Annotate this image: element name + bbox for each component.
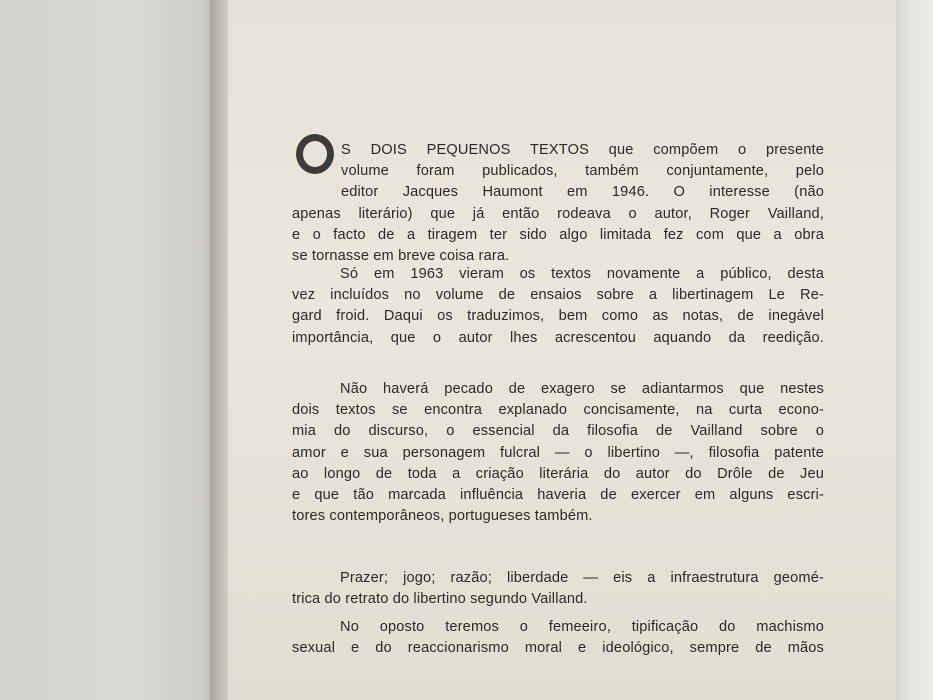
text-line: trica do retrato do libertino segundo Vailland. <box>292 591 588 608</box>
text-line: No oposto teremos o femeeiro, tipificação do machismo <box>340 619 824 635</box>
text-line: gard froid. Daqui os traduzimos, bem como as notas, de inegável <box>292 308 824 325</box>
text-line: tores contemporâneos, portugueses também. <box>292 508 593 525</box>
text-line: amor e sua personagem fulcral — o libertino —, filosofia patente <box>292 444 824 461</box>
text-line: apenas literário) que já então rodeava o autor, Roger Vailland, <box>292 205 824 222</box>
paragraph-2 <box>292 264 824 349</box>
paragraph-1 <box>292 140 824 267</box>
text-line: Só em 1963 vieram os textos novamente a público, desta <box>340 266 824 282</box>
text-line: S DOIS PEQUENOS TEXTOS que compõem o presente <box>341 142 824 158</box>
text-line: se tornasse em breve coisa rara. <box>292 248 510 265</box>
text-line: vez incluídos no volume de ensaios sobre a libertinagem Le Re- <box>292 287 824 304</box>
text-line: mia do discurso, o essencial da filosofia de Vailland sobre o <box>292 423 824 440</box>
text-line: sexual e do reaccionarismo moral e ideológico, sempre de mãos <box>292 640 824 657</box>
paragraph-4 <box>292 568 824 610</box>
paragraph-3 <box>292 379 824 527</box>
text-line: Prazer; jogo; razão; liberdade — eis a infraestrutura geomé- <box>340 570 824 586</box>
paragraph-5 <box>292 617 824 659</box>
text-line: importância, que o autor lhes acrescentou aquando da reedição. <box>292 329 824 346</box>
text-line: volume foram publicados, também conjuntamente, pelo <box>341 163 824 180</box>
text-line: e que tão marcada influência haveria de exercer em alguns escri- <box>292 487 824 504</box>
text-line: editor Jacques Haumont em 1946. O interesse (não <box>341 184 824 201</box>
text-line: e o facto de a tiragem ter sido algo limitada fez com que a obra <box>292 226 824 243</box>
text-line: dois textos se encontra explanado concisamente, na curta econo- <box>292 402 824 419</box>
text-line: Não haverá pecado de exagero se adiantarmos que nestes <box>340 381 824 397</box>
page-edge <box>896 0 933 700</box>
text-line: ao longo de toda a criação literária do autor do Drôle de Jeu <box>292 465 824 482</box>
left-page <box>0 0 218 700</box>
